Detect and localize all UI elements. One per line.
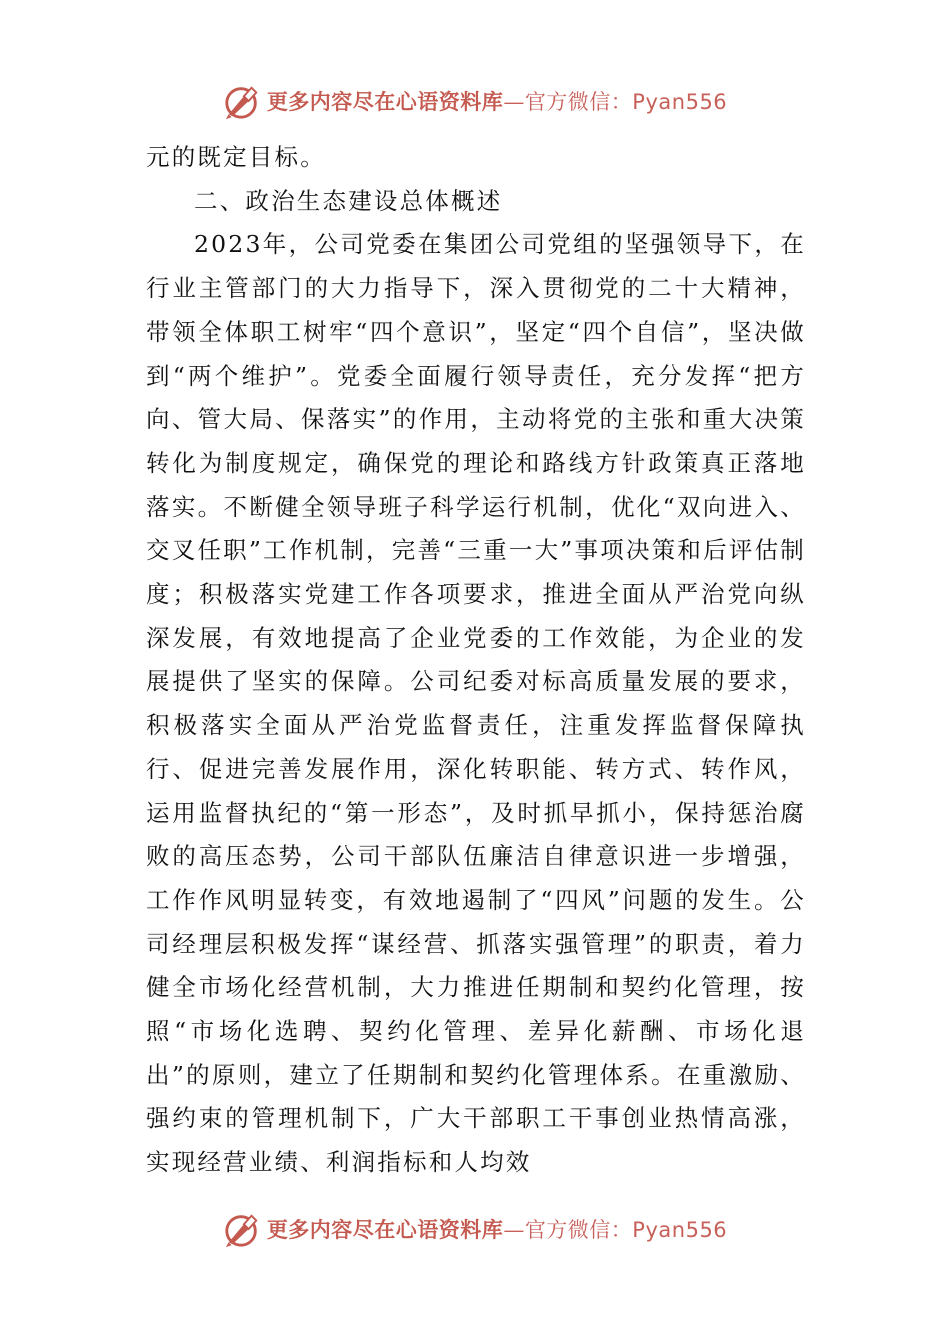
pen-logo-icon <box>223 1211 261 1249</box>
watermark-text: 更多内容尽在心语资料库—官方微信：Pyan556 <box>266 1217 728 1242</box>
document-body <box>146 136 806 1185</box>
pen-logo-icon <box>223 83 261 121</box>
continuation-line: 元的既定目标。 <box>146 143 326 171</box>
footer-watermark-banner <box>0 1208 950 1252</box>
watermark-text: 更多内容尽在心语资料库—官方微信：Pyan556 <box>266 89 728 114</box>
body-paragraph: 2023年，公司党委在集团公司党组的坚强领导下，在行业主管部门的大力指导下，深入贯彻党的二十大精神，带领全体职工树牢“四个意识”，坚定“四个自信”，坚决做到“两个维护”。党委全面履行领导责任，充分发挥“把方向、管大局、保落实”的作用，主动将党的主张和重大决策转化为制度规定，确保党的理论和路线方针政策真正落地落实。不断健全领导班子科学运行机制，优化“双向进入、交叉任职”工作机制，完善“三重一大”事项决策和后评估制度；积极落实党建工作各项要求，推进全面从严治党向纵深发展，有效地提高了企业党委的工作效能，为企业的发展提供了坚实的保障。公司纪委对标高质量发展的要求，积极落实全面从严治党监督责任，注重发挥监督保障执行、促进完善发展作用，深化转职能、转方式、转作风，运用监督执纪的“第一形态”，及时抓早抓小，保持惩治腐败的高压态势，公司干部队伍廉洁自律意识进一步增强，工作作风明显转变，有效地遏制了“四风”问题的发生。公司经理层积极发挥“谋经营、抓落实强管理”的职责，着力健全市场化经营机制，大力推进任期制和契约化管理，按照“市场化选聘、契约化管理、差异化薪酬、市场化退出”的原则，建立了任期制和契约化管理体系。在重激励、强约束的管理机制下，广大干部职工干事创业热情高涨，实现经营业绩、利润指标和人均效 <box>146 230 806 1177</box>
section-heading: 二、政治生态建设总体概述 <box>194 186 503 215</box>
header-watermark-banner <box>0 80 950 124</box>
